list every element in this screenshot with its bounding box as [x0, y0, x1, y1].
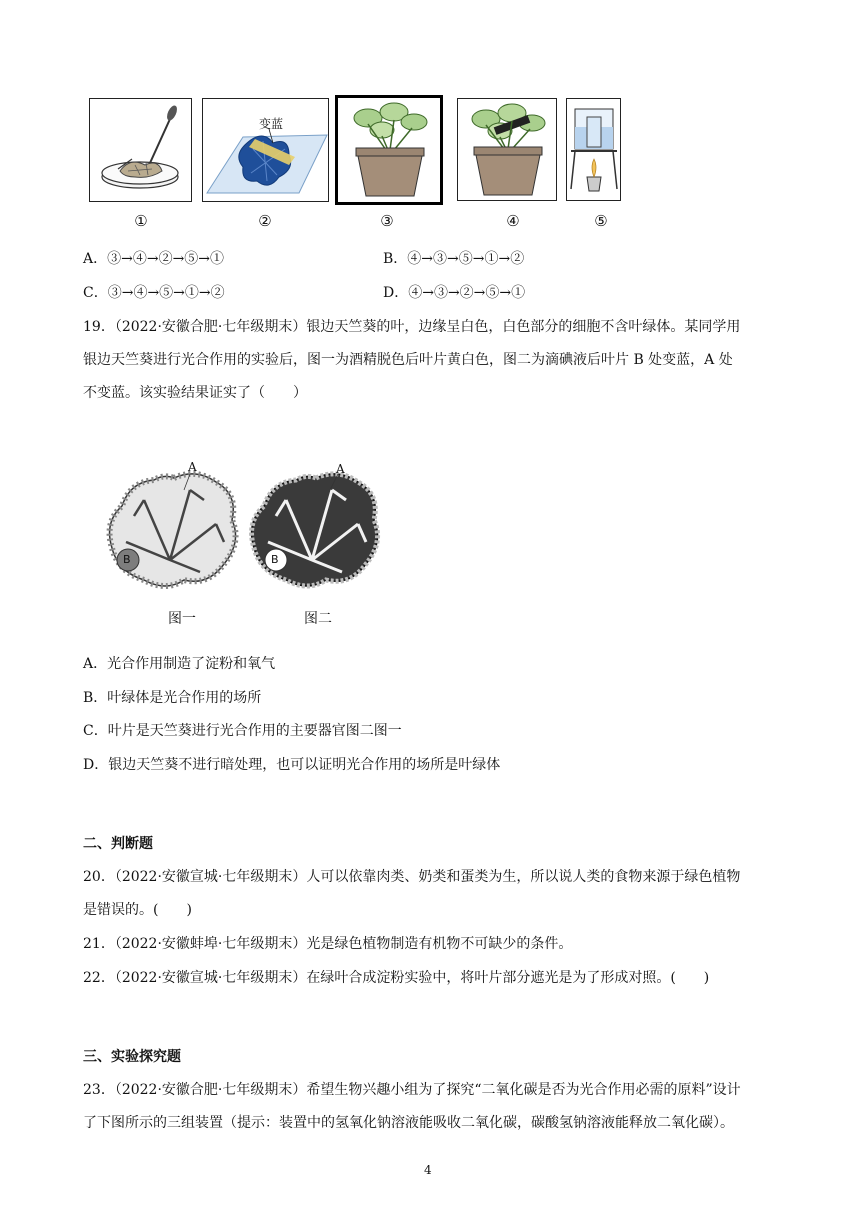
figure-1-petri-dish	[89, 98, 192, 202]
q23-line-2: 了下图所示的三组装置（提示：装置中的氢氧化钠溶液能吸收二氧化碳，碳酸氢钠溶液能释放二氧化碳）。	[83, 1115, 734, 1131]
fig1-label-a: A	[188, 460, 197, 474]
figure-4-covered-plant	[457, 98, 557, 201]
q19-text-line-1: 19．（2022·安徽合肥·七年级期末）银边天竺葵的叶，边缘呈白色，白色部分的细胞不含叶绿体。某同学用	[83, 319, 741, 335]
section-2-title: 二、判断题	[83, 836, 153, 852]
q18-option-b: B．④→③→⑤→①→②	[383, 251, 525, 267]
leaf-figure-2	[246, 460, 386, 600]
page-number: 4	[424, 1163, 432, 1177]
q20-line-2: 是错误的。( )	[83, 902, 192, 918]
figure-number-3: ③	[380, 212, 394, 230]
fig2-label-b: B	[271, 553, 279, 566]
q23-line-1: 23．（2022·安徽合肥·七年级期末）希望生物兴趣小组为了探究“二氧化碳是否为光合作用必需的原料”设计	[83, 1082, 741, 1098]
q19-option-c: C．叶片是天竺葵进行光合作用的主要器官图二图一	[83, 723, 402, 739]
q22: 22．（2022·安徽宣城·七年级期末）在绿叶合成淀粉实验中，将叶片部分遮光是为了形成对照。( )	[83, 970, 710, 986]
q21: 21．（2022·安徽蚌埠·七年级期末）光是绿色植物制造有机物不可缺少的条件。	[83, 936, 573, 952]
q19-text-line-2: 银边天竺葵进行光合作用的实验后，图一为酒精脱色后叶片黄白色，图二为滴碘液后叶片 B 处变蓝，A 处	[83, 352, 733, 368]
figure-number-2: ②	[258, 212, 272, 230]
q18-option-c: C．③→④→⑤→①→②	[83, 285, 225, 301]
q18-option-a: A．③→④→②→⑤→①	[83, 251, 225, 267]
fig2-caption: 图二	[304, 611, 332, 627]
q19-option-d: D．银边天竺葵不进行暗处理，也可以证明光合作用的场所是叶绿体	[83, 757, 501, 773]
q20-line-1: 20．（2022·安徽宣城·七年级期末）人可以依靠肉类、奶类和蛋类为生，所以说人类的食物来源于绿色植物	[83, 869, 741, 885]
figure-number-5: ⑤	[594, 212, 608, 230]
figure-number-4: ④	[506, 212, 520, 230]
q19-option-b: B．叶绿体是光合作用的场所	[83, 690, 262, 706]
figure-5-water-bath	[566, 98, 621, 201]
q19-option-a: A．光合作用制造了淀粉和氧气	[83, 656, 276, 672]
fig1-label-b: B	[123, 553, 131, 566]
fig2-label-a: A	[336, 462, 345, 476]
section-3-title: 三、实验探究题	[83, 1049, 181, 1065]
bianlan-label: 变蓝	[259, 117, 284, 131]
q18-option-d: D．④→③→②→⑤→①	[383, 285, 526, 301]
figure-number-1: ①	[134, 212, 148, 230]
q19-text-line-3: 不变蓝。该实验结果证实了（ ）	[83, 385, 307, 401]
leaf-figure-1	[104, 460, 244, 600]
figure-2-leaf-on-glass	[202, 98, 329, 202]
fig1-caption: 图一	[168, 611, 196, 627]
figure-3-potted-plant	[335, 95, 443, 205]
